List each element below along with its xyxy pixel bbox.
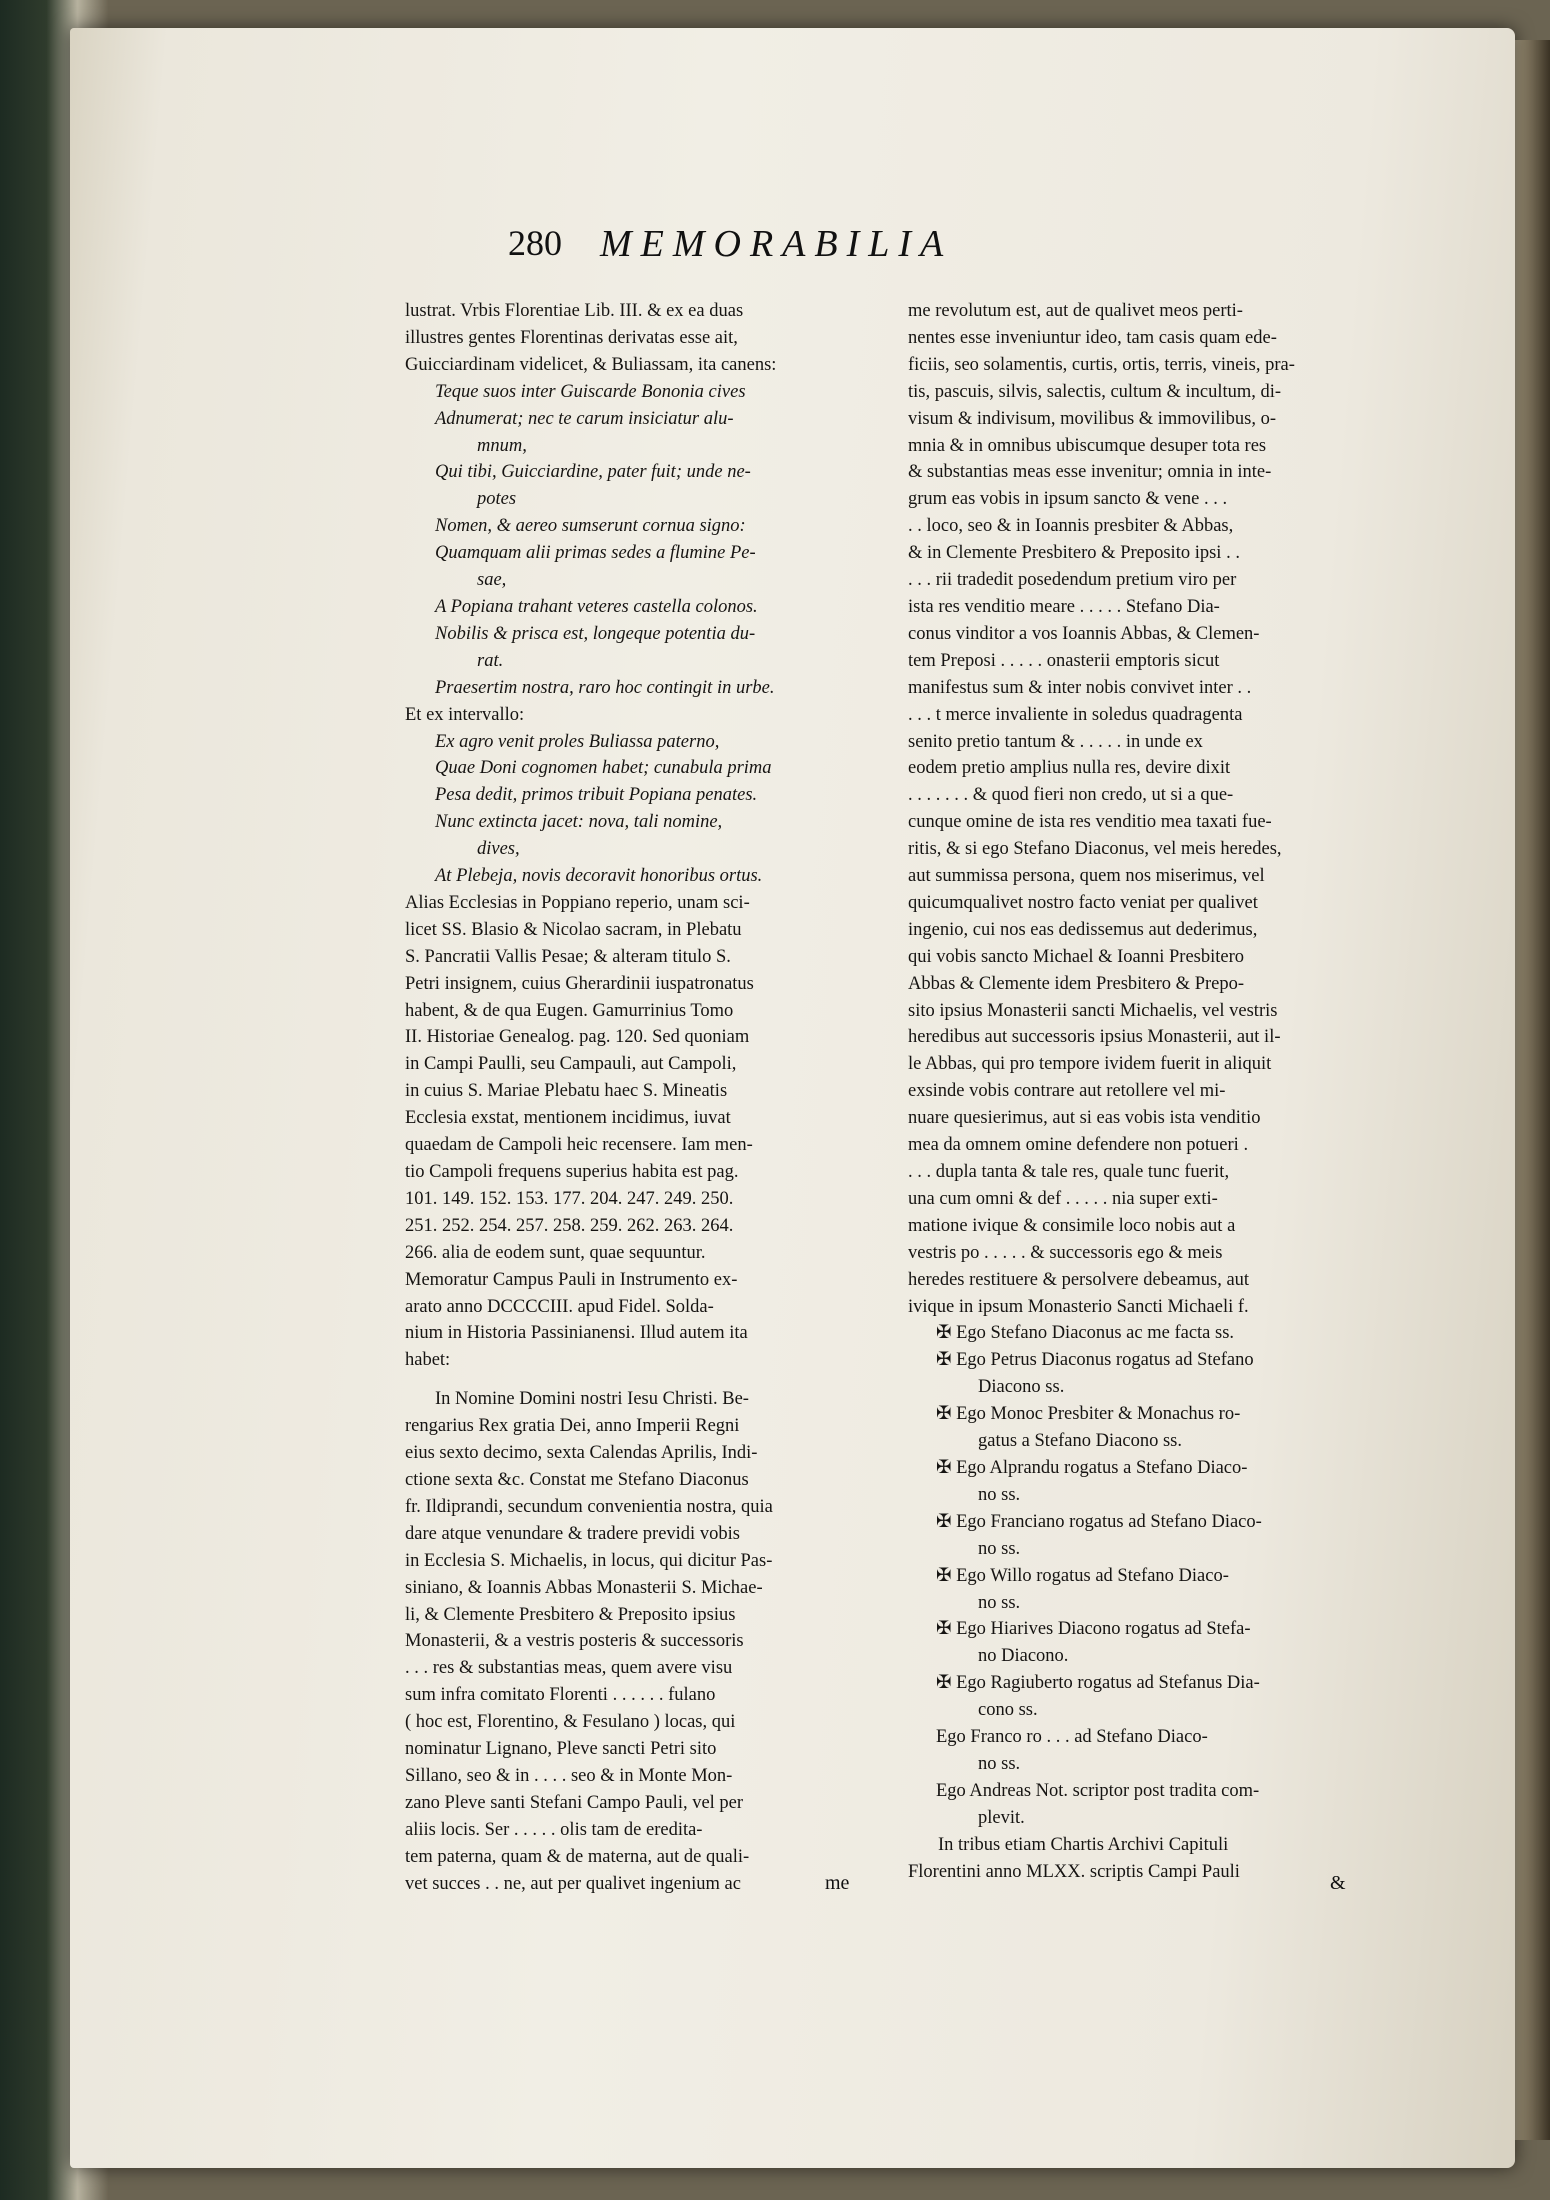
verse-line: sae, [477, 570, 507, 591]
text-line: heredes restituere & persolvere debeamus, aut [908, 1269, 1250, 1290]
text-line: 101. 149. 152. 153. 177. 204. 247. 249. 250. [405, 1188, 734, 1209]
text-line: aliis locis. Ser . . . . . olis tam de eredita- [405, 1819, 703, 1840]
text-line: arato anno DCCCCIII. apud Fidel. Solda- [405, 1296, 714, 1317]
text-line: li, & Clemente Presbitero & Preposito ipsius [405, 1604, 736, 1625]
text-line: in Campi Paulli, seu Campauli, aut Campoli, [405, 1054, 737, 1075]
text-line: zano Pleve santi Stefani Campo Pauli, vel per [405, 1792, 744, 1813]
text-line: dare atque venundare & tradere previdi vobis [405, 1523, 740, 1544]
text-line: . . . rii tradedit posedendum pretium viro per [908, 570, 1237, 591]
verse-line: rat. [477, 650, 504, 671]
text-line: vet succes . . ne, aut per qualivet ingenium ac [405, 1873, 741, 1894]
text-line: lustrat. Vrbis Florentiae Lib. III. & ex ea duas [405, 301, 744, 321]
verse-line: mnum, [477, 435, 527, 456]
text-line: Memoratur Campus Pauli in Instrumento ex- [405, 1269, 738, 1290]
signature-line: ✠ Ego Willo rogatus ad Stefano Diaco- [936, 1565, 1229, 1586]
text-line: le Abbas, qui pro tempore ividem fuerit in aliquit [908, 1054, 1272, 1075]
text-line: quicumqualivet nostro facto veniat per qualivet [908, 892, 1258, 913]
text-line: visum & indivisum, movilibus & immovilibus, o- [908, 408, 1276, 429]
text-line: Florentini anno MLXX. scriptis Campi Pauli [908, 1861, 1240, 1882]
verse-line: Teque suos inter Guiscarde Bononia cives [435, 381, 746, 402]
catchword-right: & [1330, 1872, 1346, 1894]
text-line: & substantias meas esse invenitur; omnia in inte- [908, 462, 1272, 483]
verse-line: dives, [477, 839, 520, 860]
text-line: matione ivique & consimile loco nobis aut a [908, 1215, 1236, 1236]
text-line: ctione sexta &c. Constat me Stefano Diaconus [405, 1469, 749, 1490]
page-header [440, 222, 1200, 282]
text-line: Abbas & Clemente idem Presbitero & Prepo- [908, 973, 1245, 994]
text-line: eius sexto decimo, sexta Calendas Aprilis, Indi- [405, 1443, 758, 1464]
text-line: exsinde vobis contrare aut retollere vel mi- [908, 1081, 1226, 1102]
text-line: nominatur Lignano, Pleve sancti Petri sito [405, 1739, 717, 1760]
text-line: cunque omine de ista res venditio mea taxati fue- [908, 812, 1272, 833]
text-line: heredibus aut successoris ipsius Monasterii, aut il- [908, 1027, 1281, 1048]
verse-line: A Popiana trahant veteres castella colonos. [435, 596, 758, 617]
signature-line: ✠ Ego Ragiuberto rogatus ad Stefanus Dia- [936, 1673, 1260, 1694]
signature-line: no ss. [978, 1592, 1021, 1613]
text-line: rengarius Rex gratia Dei, anno Imperii Regni [405, 1416, 740, 1437]
text-line: siniano, & Ioannis Abbas Monasterii S. Michae- [405, 1577, 763, 1598]
text-line: quaedam de Campoli heic recensere. Iam men- [405, 1135, 753, 1156]
text-line: nentes esse inveniuntur ideo, tam casis quam ede- [908, 327, 1277, 348]
text-line: Alias Ecclesias in Poppiano reperio, unam sci- [405, 892, 750, 913]
running-title: MEMORABILIA [600, 223, 953, 265]
text-line: mnia & in omnibus ubiscumque desuper tota res [908, 435, 1267, 456]
signature-line: no ss. [978, 1753, 1021, 1774]
signature-line: gatus a Stefano Diacono ss. [978, 1431, 1182, 1452]
text-line: nuare quesierimus, aut si eas vobis ista venditio [908, 1108, 1261, 1129]
text-line: In tribus etiam Chartis Archivi Capituli [938, 1834, 1229, 1855]
text-line: . . . res & substantias meas, quem avere visu [405, 1658, 733, 1679]
text-line: Ecclesia exstat, mentionem incidimus, iuvat [405, 1108, 731, 1129]
signature-line: Ego Franco ro . . . ad Stefano Diaco- [936, 1727, 1208, 1748]
verse-line: Quamquam alii primas sedes a flumine Pe- [435, 543, 756, 564]
signature-line: cono ss. [978, 1700, 1038, 1721]
signature-line: no ss. [978, 1538, 1021, 1559]
text-line: una cum omni & def . . . . . nia super exti- [908, 1188, 1218, 1209]
text-line: Et ex intervallo: [405, 704, 525, 725]
verse-line: Qui tibi, Guicciardine, pater fuit; unde ne- [435, 462, 751, 483]
signature-line: ✠ Ego Franciano rogatus ad Stefano Diaco- [936, 1511, 1262, 1532]
page-number: 280 [508, 223, 562, 263]
signature-line: ✠ Ego Monoc Presbiter & Monachus ro- [936, 1404, 1241, 1425]
text-line: habet: [405, 1350, 451, 1371]
text-line: In Nomine Domini nostri Iesu Christi. Be- [435, 1389, 749, 1410]
text-line: ivique in ipsum Monasterio Sancti Michaeli f. [908, 1296, 1249, 1317]
left-column [405, 298, 870, 1897]
verse-line: Quae Doni cognomen habet; cunabula prima [435, 758, 772, 779]
signature-line: no ss. [978, 1484, 1021, 1505]
verse-line: potes [477, 489, 517, 510]
verse-line: Praesertim nostra, raro hoc contingit in urbe. [435, 677, 775, 698]
text-line: eodem pretio amplius nulla res, devire dixit [908, 758, 1231, 779]
text-line: . . . dupla tanta & tale res, quale tunc fuerit, [908, 1162, 1230, 1182]
text-line: illustres gentes Florentinas derivatas esse ait, [405, 327, 738, 348]
signature-line: no Diacono. [978, 1646, 1069, 1667]
right-column [908, 298, 1376, 1885]
text-line: me revolutum est, aut de qualivet meos perti- [908, 301, 1243, 321]
signature-line: Diacono ss. [978, 1377, 1065, 1398]
text-line: Guicciardinam videlicet, & Buliassam, ita canens: [405, 354, 777, 375]
text-line: tem Preposi . . . . . onasterii emptoris sicut [908, 650, 1220, 671]
signature-line: ✠ Ego Hiarives Diacono rogatus ad Stefa- [936, 1619, 1251, 1640]
text-line: manifestus sum & inter nobis convivet inter . . [908, 677, 1252, 698]
text-line: ficiis, seo solamentis, curtis, ortis, terris, vineis, pra- [908, 354, 1295, 375]
text-line: grum eas vobis in ipsum sancto & vene . . . [908, 489, 1228, 510]
verse-line: At Plebeja, novis decoravit honoribus ortus. [435, 866, 763, 887]
text-line: . . loco, seo & in Ioannis presbiter & Abbas, [908, 516, 1234, 537]
text-line: Monasterii, & a vestris posteris & successoris [405, 1631, 744, 1652]
text-line: vestris po . . . . . & successoris ego & meis [908, 1242, 1223, 1263]
text-line: tis, pascuis, silvis, salectis, cultum & incultum, di- [908, 381, 1282, 402]
verse-line: Nomen, & aereo sumserunt cornua signo: [435, 516, 746, 537]
text-line: S. Pancratii Vallis Pesae; & alteram titulo S. [405, 946, 731, 967]
text-line: ritis, & si ego Stefano Diaconus, vel meis heredes, [908, 839, 1282, 860]
text-line: sum infra comitato Florenti . . . . . . fulano [405, 1685, 716, 1706]
catchword-left: me [825, 1872, 850, 1894]
text-line: ista res venditio meare . . . . . Stefano Dia- [908, 596, 1220, 617]
text-line: 251. 252. 254. 257. 258. 259. 262. 263. 264. [405, 1215, 734, 1236]
text-line: mea da omnem omine defendere non potueri . [908, 1135, 1249, 1156]
text-line: II. Historiae Genealog. pag. 120. Sed quoniam [405, 1027, 750, 1048]
text-line: senito pretio tantum & . . . . . in unde ex [908, 731, 1203, 752]
verse-line: Ex agro venit proles Buliassa paterno, [435, 731, 720, 752]
text-line: 266. alia de eodem sunt, quae sequuntur. [405, 1242, 706, 1263]
signature-line: ✠ Ego Petrus Diaconus rogatus ad Stefano [936, 1350, 1254, 1371]
signature-line: Ego Andreas Not. scriptor post tradita com- [936, 1780, 1260, 1801]
verse-line: Adnumerat; nec te carum insiciatur alu- [435, 408, 734, 429]
text-line: Petri insignem, cuius Gherardinii iuspatronatus [405, 973, 754, 994]
text-line: conus vinditor a vos Ioannis Abbas, & Clemen- [908, 623, 1260, 644]
text-line: in Ecclesia S. Michaelis, in locus, qui dicitur Pas- [405, 1550, 773, 1571]
text-line: fr. Ildiprandi, secundum convenientia nostra, quia [405, 1496, 773, 1517]
verse-line: Nunc extincta jacet: nova, tali nomine, [435, 812, 723, 833]
text-line: licet SS. Blasio & Nicolao sacram, in Plebatu [405, 919, 742, 940]
text-line: habent, & de qua Eugen. Gamurrinius Tomo [405, 1000, 734, 1021]
text-line: in cuius S. Mariae Plebatu haec S. Mineatis [405, 1081, 728, 1102]
text-line: aut summissa persona, quem nos miserimus, vel [908, 866, 1265, 887]
verse-line: Pesa dedit, primos tribuit Popiana penates. [435, 785, 758, 806]
text-line: ingenio, cui nos eas dedissemus aut dederimus, [908, 919, 1258, 940]
text-line: & in Clemente Presbitero & Preposito ipsi . . [908, 543, 1240, 564]
text-line: . . . . . . . & quod fieri non credo, ut si a que- [908, 785, 1234, 806]
signature-line: ✠ Ego Stefano Diaconus ac me facta ss. [936, 1323, 1235, 1344]
verse-line: Nobilis & prisca est, longeque potentia du- [435, 623, 756, 644]
signature-line: plevit. [978, 1807, 1025, 1828]
text-line: nium in Historia Passinianensi. Illud autem ita [405, 1323, 748, 1344]
text-line: Sillano, seo & in . . . . seo & in Monte Mon- [405, 1765, 733, 1786]
text-line: sito ipsius Monasterii sancti Michaelis, vel vestris [908, 1000, 1278, 1021]
text-line: ( hoc est, Florentino, & Fesulano ) locas, qui [405, 1712, 736, 1733]
text-line: qui vobis sancto Michael & Ioanni Presbitero [908, 946, 1245, 967]
text-line: . . . t merce invaliente in soledus quadragenta [908, 704, 1243, 725]
signature-line: ✠ Ego Alprandu rogatus a Stefano Diaco- [936, 1457, 1248, 1478]
text-line: tio Campoli frequens superius habita est pag. [405, 1162, 739, 1182]
text-line: tem paterna, quam & de materna, aut de quali- [405, 1846, 750, 1867]
